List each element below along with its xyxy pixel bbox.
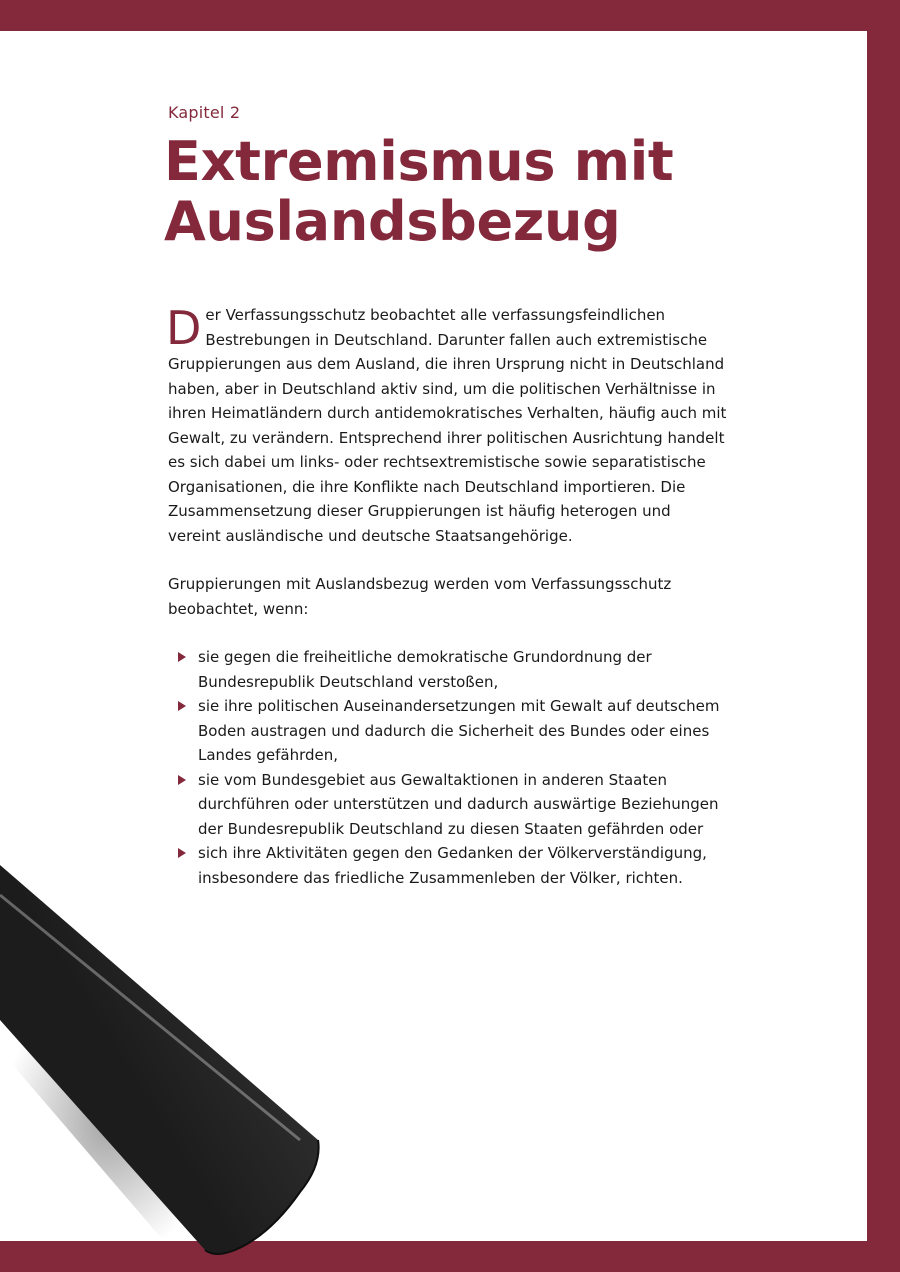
intro-paragraph bbox=[168, 303, 728, 548]
criteria-lead: Gruppierungen mit Auslandsbezug werden vom Verfassungsschutz beobachtet, wenn: bbox=[168, 575, 672, 618]
chapter-title-line-1: Extremismus mit bbox=[164, 130, 674, 193]
paragraph-spacer bbox=[168, 548, 728, 572]
list-item-text: sich ihre Aktivitäten gegen den Gedanken der Völkerverständigung, insbesondere das friedliche Zusammenleben der Völker, richten. bbox=[198, 844, 707, 887]
triangle-right-icon bbox=[178, 652, 186, 662]
intro-text: er Verfassungsschutz beobachtet alle verfassungsfeindlichen Bestrebungen in Deutschland. Darunter fallen auch extremistische Gruppierungen aus dem Ausland, die ihren Ursprung nicht in Deutschland haben, aber in Deutschland aktiv sind, um die politischen Verhältnisse in ihren Heimatländern durch antidemokratisches Verhalten, häufig auch mit Gewalt, zu verändern. Entsprechend ihrer politischen Ausrichtung handelt es sich dabei um links- oder rechtsextremistische sowie separatistische Organisationen, die ihre Konflikte nach Deutschland importieren. Die Zusammensetzung dieser Gruppierungen ist häufig heterogen und vereint ausländische und deutsche Staatsangehörige. bbox=[168, 306, 727, 545]
list-item-text: sie ihre politischen Auseinandersetzungen mit Gewalt auf deutschem Boden austragen und dadurch die Sicherheit des Bundes oder eines Landes gefährden, bbox=[198, 697, 720, 764]
list-item bbox=[198, 768, 728, 842]
page-frame-top bbox=[0, 0, 900, 31]
triangle-right-icon bbox=[178, 701, 186, 711]
drop-cap: D bbox=[166, 301, 202, 355]
chapter-label: Kapitel 2 bbox=[168, 103, 241, 122]
list-item-text: sie vom Bundesgebiet aus Gewaltaktionen in anderen Staaten durchführen oder unterstützen und dadurch auswärtige Beziehungen der Bundesrepublik Deutschland zu diesen Staaten gefährden oder bbox=[198, 770, 719, 838]
pipe-body bbox=[0, 865, 319, 1254]
list-item-text: sie gegen die freiheitliche demokratische Grundordnung der Bundesrepublik Deutschland verstoßen, bbox=[198, 648, 652, 691]
rolled-pipe-graphic bbox=[0, 840, 340, 1260]
body-text bbox=[168, 303, 728, 890]
chapter-title-line-2: Auslandsbezug bbox=[164, 190, 621, 253]
list-item bbox=[198, 694, 728, 768]
triangle-right-icon bbox=[178, 775, 186, 785]
chapter-title bbox=[164, 132, 804, 252]
list-item bbox=[198, 645, 728, 694]
page-frame-right bbox=[867, 0, 900, 1272]
